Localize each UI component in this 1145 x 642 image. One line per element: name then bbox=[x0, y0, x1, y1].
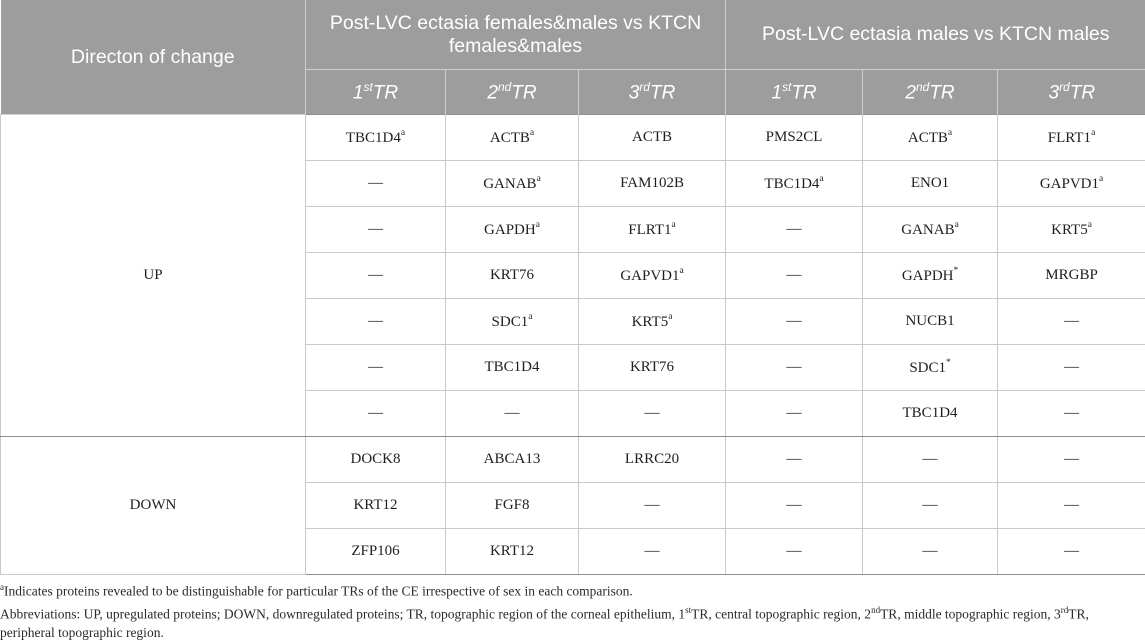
protein-name: ACTB bbox=[908, 130, 948, 146]
protein-cell bbox=[863, 437, 998, 483]
tr-label-pre: 3 bbox=[629, 82, 640, 103]
footnote-a-marker: a bbox=[0, 582, 4, 592]
protein-name: FLRT1 bbox=[1048, 130, 1091, 146]
protein-cell bbox=[446, 529, 579, 575]
protein-name: — bbox=[645, 543, 660, 559]
protein-name: — bbox=[787, 267, 802, 283]
protein-cell bbox=[306, 529, 446, 575]
protein-cell bbox=[579, 437, 726, 483]
protein-name: FAM102B bbox=[620, 175, 684, 191]
protein-cell bbox=[306, 483, 446, 529]
tr-label-pre: 2 bbox=[487, 82, 498, 103]
protein-cell bbox=[446, 483, 579, 529]
protein-cell bbox=[306, 253, 446, 299]
protein-cell bbox=[579, 483, 726, 529]
protein-name: — bbox=[923, 497, 938, 513]
tr-header-1 bbox=[306, 70, 446, 115]
protein-name: ENO1 bbox=[911, 175, 949, 191]
abbr-sup: rd bbox=[1061, 605, 1069, 615]
protein-cell bbox=[446, 437, 579, 483]
abbr-text: Abbreviations: UP, upregulated proteins; DOWN, downregulated proteins; TR, topographic region of the corneal epithelium, 1 bbox=[0, 606, 685, 621]
protein-name: LRRC20 bbox=[625, 451, 679, 467]
protein-cell bbox=[579, 115, 726, 161]
protein-name: GAPVD1 bbox=[1040, 176, 1099, 192]
protein-cell bbox=[446, 253, 579, 299]
protein-name: — bbox=[787, 451, 802, 467]
protein-cell bbox=[306, 437, 446, 483]
protein-name: — bbox=[787, 405, 802, 421]
protein-name: TBC1D4 bbox=[903, 405, 958, 421]
protein-name: — bbox=[368, 175, 383, 191]
protein-marker: a bbox=[668, 312, 672, 322]
protein-name: KRT12 bbox=[353, 497, 397, 513]
protein-marker: a bbox=[680, 266, 684, 276]
protein-cell bbox=[726, 115, 863, 161]
tr-header-4 bbox=[726, 70, 863, 115]
protein-cell bbox=[726, 161, 863, 207]
protein-name: — bbox=[368, 359, 383, 375]
protein-marker: a bbox=[1099, 174, 1103, 184]
tr-header-5 bbox=[863, 70, 998, 115]
protein-cell bbox=[863, 391, 998, 437]
abbr-text: TR, central topographic region, 2 bbox=[691, 606, 871, 621]
group1-header: Post-LVC ectasia females&males vs KTCN females&males bbox=[306, 0, 726, 70]
protein-marker: a bbox=[536, 220, 540, 230]
tr-label-post: TR bbox=[373, 82, 398, 103]
protein-marker: a bbox=[819, 174, 823, 184]
protein-marker: a bbox=[1091, 128, 1095, 138]
direction-header: Directon of change bbox=[1, 0, 306, 115]
protein-name: — bbox=[368, 405, 383, 421]
protein-name: KRT5 bbox=[1051, 222, 1088, 238]
protein-cell bbox=[998, 437, 1145, 483]
protein-marker: a bbox=[948, 128, 952, 138]
footnote-abbreviations bbox=[0, 601, 1145, 642]
protein-name: — bbox=[1064, 497, 1079, 513]
protein-cell bbox=[446, 161, 579, 207]
protein-cell bbox=[446, 391, 579, 437]
protein-cell bbox=[726, 391, 863, 437]
protein-cell bbox=[726, 299, 863, 345]
protein-cell bbox=[998, 529, 1145, 575]
protein-cell bbox=[579, 207, 726, 253]
protein-cell bbox=[579, 161, 726, 207]
tr-label-sup: nd bbox=[498, 80, 511, 94]
footnote-a bbox=[0, 578, 1145, 601]
protein-name: — bbox=[368, 267, 383, 283]
protein-cell bbox=[726, 207, 863, 253]
protein-cell bbox=[998, 345, 1145, 391]
protein-cell bbox=[998, 299, 1145, 345]
tr-header-6 bbox=[998, 70, 1145, 115]
protein-marker: a bbox=[530, 128, 534, 138]
protein-cell bbox=[579, 253, 726, 299]
protein-marker: a bbox=[955, 220, 959, 230]
protein-cell bbox=[306, 345, 446, 391]
tr-label-post: TR bbox=[650, 82, 675, 103]
protein-name: TBC1D4 bbox=[764, 176, 819, 192]
protein-cell bbox=[446, 345, 579, 391]
tr-label-post: TR bbox=[1070, 82, 1095, 103]
protein-name: TBC1D4 bbox=[346, 130, 401, 146]
protein-name: KRT12 bbox=[490, 543, 534, 559]
table-header bbox=[1, 0, 1145, 115]
protein-name: ZFP106 bbox=[351, 543, 399, 559]
protein-name: TBC1D4 bbox=[484, 359, 539, 375]
protein-cell bbox=[726, 437, 863, 483]
protein-cell bbox=[306, 299, 446, 345]
protein-name: — bbox=[787, 497, 802, 513]
abbr-sup: nd bbox=[871, 605, 880, 615]
protein-cell bbox=[579, 345, 726, 391]
protein-name: FGF8 bbox=[494, 497, 529, 513]
abbr-text: TR, middle topographic region, 3 bbox=[880, 606, 1061, 621]
table-row bbox=[1, 115, 1145, 161]
protein-cell bbox=[998, 483, 1145, 529]
protein-cell bbox=[863, 253, 998, 299]
footnotes bbox=[0, 578, 1145, 642]
protein-name: KRT5 bbox=[632, 314, 669, 330]
protein-name: — bbox=[787, 543, 802, 559]
protein-name: — bbox=[787, 359, 802, 375]
protein-cell bbox=[863, 345, 998, 391]
tr-label-pre: 2 bbox=[905, 82, 916, 103]
protein-cell bbox=[579, 529, 726, 575]
protein-name: — bbox=[1064, 313, 1079, 329]
protein-name: — bbox=[1064, 543, 1079, 559]
protein-name: — bbox=[923, 543, 938, 559]
protein-cell bbox=[998, 161, 1145, 207]
protein-name: MRGBP bbox=[1045, 267, 1098, 283]
protein-cell bbox=[863, 207, 998, 253]
protein-name: ACTB bbox=[490, 130, 530, 146]
table-body bbox=[1, 115, 1145, 575]
protein-name: GAPDH bbox=[484, 222, 536, 238]
protein-cell bbox=[579, 299, 726, 345]
protein-cell bbox=[863, 115, 998, 161]
protein-name: NUCB1 bbox=[905, 313, 954, 329]
abbr-text: TR, peripheral topographic region. bbox=[0, 606, 1089, 640]
protein-name: ABCA13 bbox=[484, 451, 541, 467]
protein-name: — bbox=[923, 451, 938, 467]
abbr-sup: st bbox=[685, 605, 691, 615]
tr-header-2 bbox=[446, 70, 579, 115]
protein-marker: a bbox=[401, 128, 405, 138]
protein-cell bbox=[863, 299, 998, 345]
footnote-a-text: Indicates proteins revealed to be distinguishable for particular TRs of the CE irrespective of sex in each comparison. bbox=[4, 584, 633, 599]
protein-cell bbox=[863, 161, 998, 207]
protein-cell bbox=[863, 529, 998, 575]
protein-name: — bbox=[505, 405, 520, 421]
protein-marker: * bbox=[946, 358, 951, 368]
tr-label-pre: 3 bbox=[1048, 82, 1059, 103]
tr-header-3 bbox=[579, 70, 726, 115]
protein-cell bbox=[446, 115, 579, 161]
protein-marker: * bbox=[954, 266, 959, 276]
tr-label-sup: st bbox=[363, 80, 372, 94]
protein-name: SDC1 bbox=[492, 314, 529, 330]
protein-marker: a bbox=[528, 312, 532, 322]
direction-cell: UP bbox=[1, 115, 306, 437]
protein-name: KRT76 bbox=[630, 359, 674, 375]
tr-label-post: TR bbox=[929, 82, 954, 103]
protein-name: FLRT1 bbox=[628, 222, 671, 238]
protein-cell bbox=[446, 299, 579, 345]
tr-label-sup: rd bbox=[1059, 80, 1070, 94]
protein-cell bbox=[998, 115, 1145, 161]
protein-cell bbox=[863, 483, 998, 529]
protein-cell bbox=[579, 391, 726, 437]
protein-cell bbox=[726, 483, 863, 529]
protein-name: — bbox=[787, 221, 802, 237]
direction-cell: DOWN bbox=[1, 437, 306, 575]
protein-name: GAPDH bbox=[902, 268, 954, 284]
protein-name: ACTB bbox=[632, 129, 672, 145]
protein-name: GANAB bbox=[483, 176, 536, 192]
protein-cell bbox=[306, 161, 446, 207]
tr-label-post: TR bbox=[511, 82, 536, 103]
group2-header: Post-LVC ectasia males vs KTCN males bbox=[726, 0, 1145, 70]
protein-cell bbox=[446, 207, 579, 253]
protein-cell bbox=[726, 345, 863, 391]
protein-name: GANAB bbox=[901, 222, 954, 238]
tr-label-sup: rd bbox=[639, 80, 650, 94]
protein-name: DOCK8 bbox=[350, 451, 400, 467]
protein-marker: a bbox=[1088, 220, 1092, 230]
protein-cell bbox=[306, 391, 446, 437]
protein-name: — bbox=[1064, 359, 1079, 375]
protein-marker: a bbox=[672, 220, 676, 230]
protein-cell bbox=[998, 253, 1145, 299]
protein-name: — bbox=[1064, 405, 1079, 421]
protein-cell bbox=[726, 529, 863, 575]
tr-label-pre: 1 bbox=[353, 82, 364, 103]
protein-marker: a bbox=[537, 174, 541, 184]
protein-cell bbox=[998, 391, 1145, 437]
protein-cell bbox=[726, 253, 863, 299]
tr-label-sup: st bbox=[782, 80, 791, 94]
protein-name: — bbox=[787, 313, 802, 329]
protein-name: — bbox=[1064, 451, 1079, 467]
protein-name: — bbox=[645, 405, 660, 421]
protein-cell bbox=[306, 115, 446, 161]
protein-name: — bbox=[645, 497, 660, 513]
protein-name: SDC1 bbox=[909, 360, 946, 376]
table-row bbox=[1, 437, 1145, 483]
protein-name: — bbox=[368, 313, 383, 329]
protein-name: GAPVD1 bbox=[620, 268, 679, 284]
protein-cell bbox=[306, 207, 446, 253]
tr-label-post: TR bbox=[791, 82, 816, 103]
tr-label-sup: nd bbox=[916, 80, 929, 94]
protein-name: KRT76 bbox=[490, 267, 534, 283]
protein-cell bbox=[998, 207, 1145, 253]
protein-name: — bbox=[368, 221, 383, 237]
protein-name: PMS2CL bbox=[766, 129, 823, 145]
tr-label-pre: 1 bbox=[771, 82, 782, 103]
